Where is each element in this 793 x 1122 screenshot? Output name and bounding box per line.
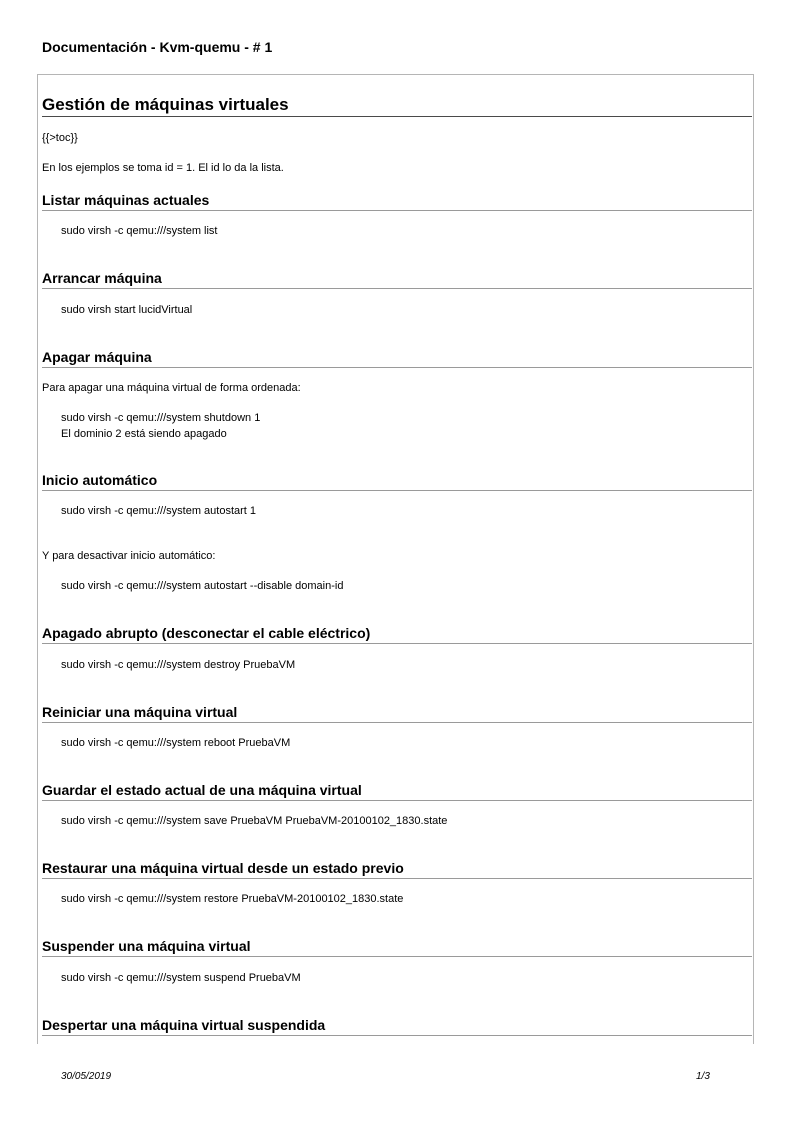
code-block-autostart: [61, 503, 256, 519]
code-line: sudo virsh -c qemu:///system reboot PruebaVM: [61, 737, 291, 749]
code-block-restore: [61, 891, 403, 907]
code-line: sudo virsh -c qemu:///system list: [61, 225, 218, 237]
code-line: sudo virsh -c qemu:///system autostart --disable domain-id: [61, 580, 344, 592]
code-block-arrancar: [61, 302, 192, 318]
footer-page-number: 1/3: [696, 1071, 710, 1082]
code-line: sudo virsh -c qemu:///system save PruebaVM PruebaVM-20100102_1830.state: [61, 815, 448, 827]
code-line: El dominio 2 está siendo apagado: [61, 428, 227, 440]
section-heading-guardar: Guardar el estado actual de una máquina virtual: [42, 782, 752, 801]
paragraph-desactivar: Y para desactivar inicio automático:: [42, 550, 216, 562]
code-line: sudo virsh -c qemu:///system shutdown 1: [61, 412, 261, 424]
section-heading-suspender: Suspender una máquina virtual: [42, 938, 752, 957]
document-header-title: Documentación - Kvm-quemu - # 1: [42, 39, 273, 55]
code-block-suspend: [61, 970, 301, 986]
section-heading-listar: Listar máquinas actuales: [42, 192, 752, 211]
section-heading-restaurar: Restaurar una máquina virtual desde un estado previo: [42, 860, 752, 879]
section-heading-inicio-automatico: Inicio automático: [42, 472, 752, 491]
code-block-destroy: [61, 657, 295, 673]
section-heading-apagado-abrupto: Apagado abrupto (desconectar el cable eléctrico): [42, 625, 752, 644]
footer-date: 30/05/2019: [61, 1071, 112, 1082]
code-line: sudo virsh -c qemu:///system autostart 1: [61, 505, 257, 517]
code-line: sudo virsh -c qemu:///system suspend PruebaVM: [61, 972, 301, 984]
code-block-apagar: [61, 410, 260, 442]
code-line: sudo virsh -c qemu:///system destroy PruebaVM: [61, 659, 296, 671]
code-block-reboot: [61, 735, 290, 751]
code-block-autostart-disable: [61, 578, 343, 594]
paragraph-apagar: Para apagar una máquina virtual de forma ordenada:: [42, 382, 301, 394]
section-heading-arrancar: Arrancar máquina: [42, 270, 752, 289]
section-heading-despertar: Despertar una máquina virtual suspendida: [42, 1017, 752, 1036]
toc-macro: {{>toc}}: [42, 132, 78, 144]
code-line: sudo virsh -c qemu:///system restore PruebaVM-20100102_1830.state: [61, 893, 404, 905]
code-block-save: [61, 813, 447, 829]
page-title: Gestión de máquinas virtuales: [42, 95, 752, 117]
section-heading-reiniciar: Reiniciar una máquina virtual: [42, 704, 752, 723]
intro-paragraph: En los ejemplos se toma id = 1. El id lo da la lista.: [42, 162, 284, 174]
section-heading-apagar: Apagar máquina: [42, 349, 752, 368]
code-block-listar: [61, 223, 218, 239]
code-line: sudo virsh start lucidVirtual: [61, 304, 193, 316]
